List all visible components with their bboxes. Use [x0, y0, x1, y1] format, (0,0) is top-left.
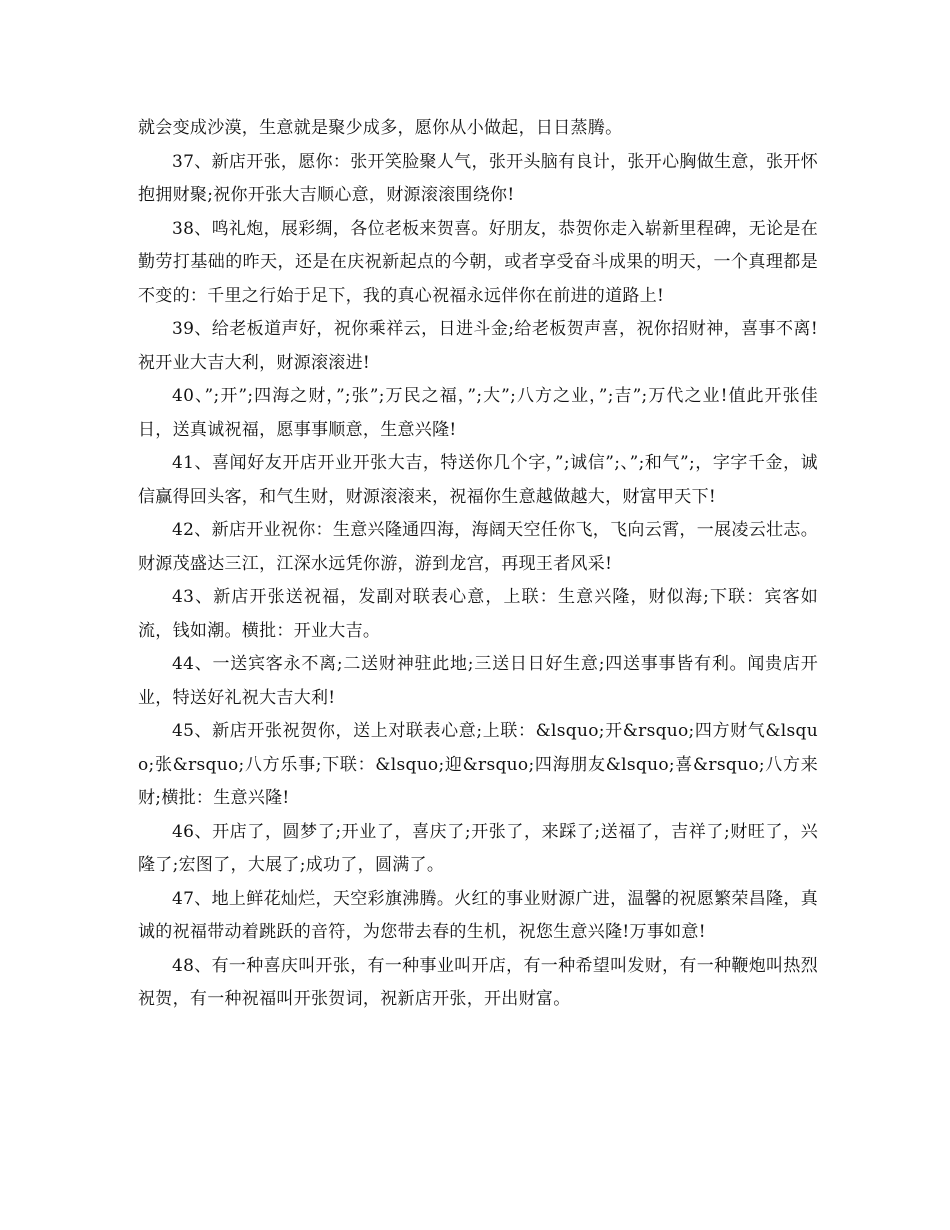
- paragraph-42: 42、新店开业祝你：生意兴隆通四海，海阔天空任你飞，飞向云霄，一展凌云壮志。财源茂盛达三江，江深水远凭你游，游到龙宫，再现王者风采!: [138, 520, 818, 574]
- paragraph-37: 37、新店开张，愿你：张开笑脸聚人气，张开头脑有良计，张开心胸做生意，张开怀抱拥财聚;祝你开张大吉顺心意，财源滚滚围绕你!: [138, 151, 818, 205]
- paragraph-47: 47、地上鲜花灿烂，天空彩旗沸腾。火红的事业财源广进，温馨的祝愿繁荣昌隆，真诚的祝福带动着跳跃的音符，为您带去春的生机，祝您生意兴隆!万事如意!: [138, 888, 818, 942]
- paragraph-46: 46、开店了，圆梦了;开业了，喜庆了;开张了，来踩了;送福了，吉祥了;财旺了，兴隆了;宏图了，大展了;成功了，圆满了。: [138, 821, 818, 875]
- paragraph-48: 48、有一种喜庆叫开张，有一种事业叫开店，有一种希望叫发财，有一种鞭炮叫热烈祝贺，有一种祝福叫开张贺词，祝新店开张，开出财富。: [138, 955, 818, 1009]
- paragraph-43: 43、新店开张送祝福，发副对联表心意，上联：生意兴隆，财似海;下联：宾客如流，钱如潮。横批：开业大吉。: [138, 587, 818, 641]
- paragraph-40: 40、”;开”;四海之财，”;张”;万民之福，”;大”;八方之业，”;吉”;万代之业!值此开张佳日，送真诚祝福，愿事事顺意，生意兴隆!: [138, 386, 818, 440]
- paragraph-45: 45、新店开张祝贺你，送上对联表心意;上联：&lsquo;开&rsquo;四方财气&lsquo;张&rsquo;八方乐事;下联：&lsquo;迎&rsquo;四海朋友&lsquo;喜&rsquo;八方来财;横批：生意兴隆!: [138, 721, 818, 808]
- paragraph-38: 38、鸣礼炮，展彩绸，各位老板来贺喜。好朋友，恭贺你走入崭新里程碑，无论是在勤劳打基础的昨天，还是在庆祝新起点的今朝，或者享受奋斗成果的明天，一个真理都是不变的：千里之行始于足下，我的真心祝福永远伴你在前进的道路上!: [138, 218, 818, 306]
- paragraph-41: 41、喜闻好友开店开业开张大吉，特送你几个字，”;诚信”;、”;和气”;，字字千金，诚信赢得回头客，和气生财，财源滚滚来，祝福你生意越做越大，财富甲天下!: [138, 453, 818, 507]
- document-body: [138, 112, 818, 1017]
- paragraph-continuation: 就会变成沙漠，生意就是聚少成多，愿你从小做起，日日蒸腾。: [138, 118, 623, 138]
- paragraph-44: 44、一送宾客永不离;二送财神驻此地;三送日日好生意;四送事事皆有利。闻贵店开业，特送好礼祝大吉大利!: [138, 654, 818, 708]
- paragraph-39: 39、给老板道声好，祝你乘祥云，日进斗金;给老板贺声喜，祝你招财神，喜事不离!祝开业大吉大利，财源滚滚进!: [138, 319, 818, 373]
